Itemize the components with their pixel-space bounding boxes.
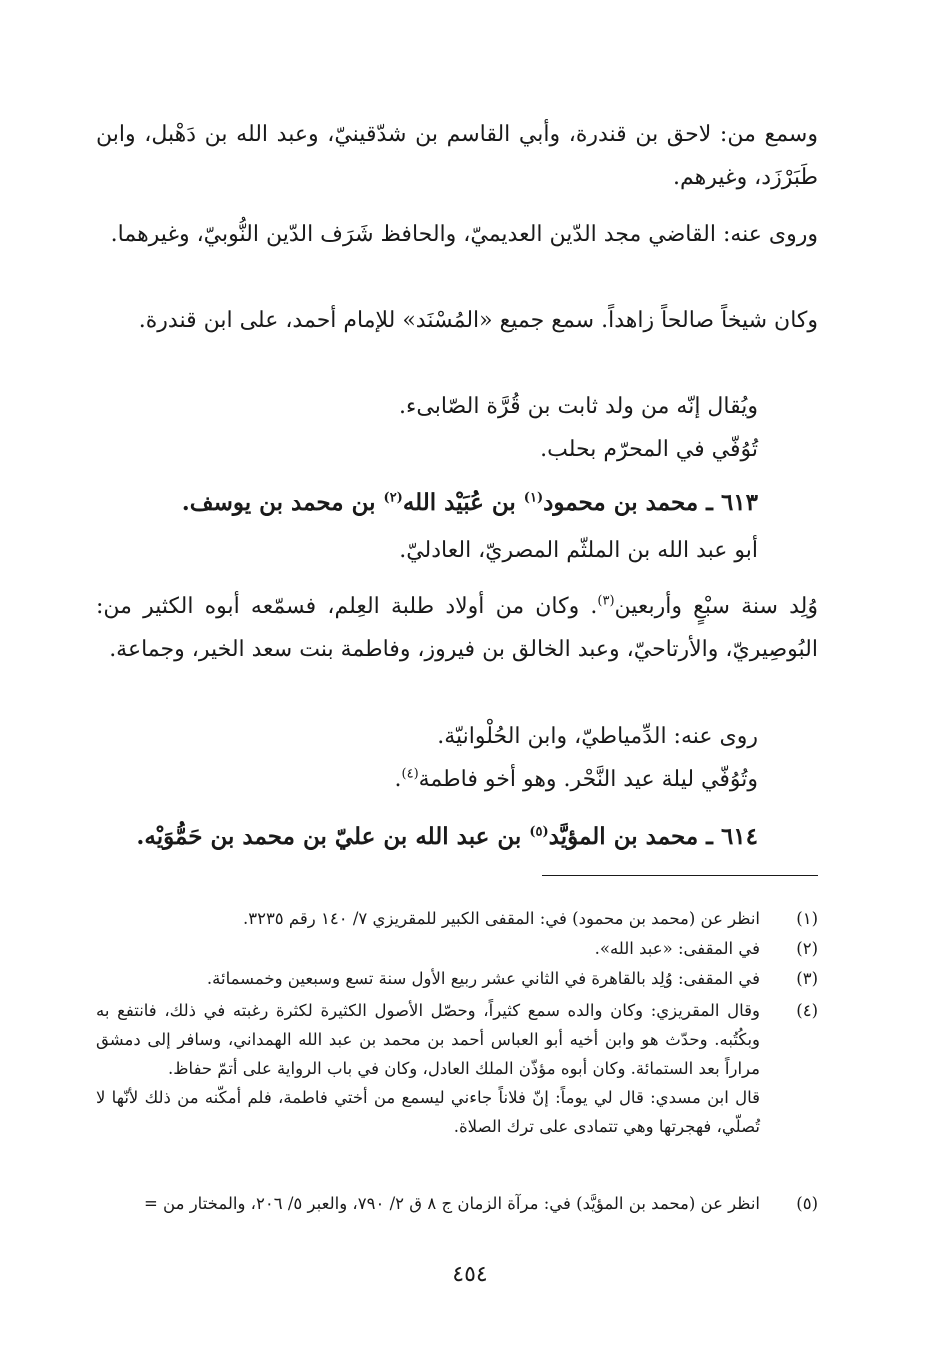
footnote-number: (٢) (796, 939, 818, 958)
paragraph-birth (96, 585, 818, 671)
birth-text: وُلِد سنة سبْعٍ وأربعين (614, 594, 818, 619)
entry-614-name-part1: محمد بن المؤيَّد (548, 823, 699, 850)
footnote-number: (١) (796, 909, 818, 928)
footnote-number: (٥) (796, 1194, 818, 1213)
footnote-text: في المقفى: «عبد الله». (594, 939, 760, 958)
footnote-number: (٤) (796, 1001, 818, 1020)
entry-613-name-part1: محمد بن محمود (543, 489, 699, 516)
footnote-ref-1[interactable]: (١) (523, 490, 544, 506)
entry-613-name-part3: بن محمد بن يوسف. (181, 489, 376, 516)
footnote-separator (542, 875, 818, 876)
death-text: وتُوُفّي ليلة عيد النَّحْر. وهو أخو فاطمة (418, 767, 758, 792)
entry-613-name-part2: بن عُبَيْد الله (402, 489, 516, 516)
paragraph-heard-from: وسمع من: لاحق بن قندرة، وأبي القاسم بن شدّقينيّ، وعبد الله بن دَهْبل، وابن طَبَرْزَد، وغيرهم. (96, 122, 818, 190)
footnote-3 (96, 964, 818, 993)
death-end: . (394, 767, 402, 792)
footnote-text: انظر عن (محمد بن محمود) في: المقفى الكبير للمقريزي ٧/ ١٤٠ رقم ٣٢٣٥. (242, 909, 760, 928)
paragraph-character: وكان شيخاً صالحاً زاهداً. سمع جميع «المُسْنَد» للإمام أحمد، على ابن قندرة. (138, 308, 818, 333)
footnote-text: في المقفى: وُلِد بالقاهرة في الثاني عشر ربيع الأول سنة تسع وسبعين وخمسمائة. (206, 969, 760, 988)
footnote-continuation: قال ابن مسدي: قال لي يوماً: إنّ فلاناً جاءني ليسمع من أختي فاطمة، فلم أمكّنه من ذلك لأنّها لا تُصلّي، فهجرتها وهي تتمادى على ترك الصلاة. (96, 1088, 760, 1136)
footnote-number: (٣) (796, 969, 818, 988)
footnote-1 (96, 904, 818, 933)
entry-614-number: ٦١٤ (720, 823, 758, 850)
paragraph-narrated-613: روى عنه: الدِّمياطيّ، وابن الحُلْوانيّة. (437, 724, 758, 749)
footnote-ref-4[interactable]: (٤) (401, 766, 419, 782)
footnote-ref-2[interactable]: (٢) (383, 490, 403, 506)
paragraph-lineage: ويُقال إنّه من ولد ثابت بن قُرَّة الصّابىء. (399, 394, 758, 419)
footnote-text: انظر عن (محمد بن المؤيَّد) في: مرآة الزمان ج ٨ ق ٢/ ٧٩٠، والعبر ٥/ ٢٠٦، والمختار من = (143, 1194, 760, 1213)
heading-dash: ـ (706, 489, 713, 516)
entry-613-number: ٦١٣ (720, 489, 758, 516)
entry-613-heading (58, 481, 758, 524)
paragraph-death-613 (96, 758, 758, 801)
page-number: ٤٥٤ (452, 1262, 488, 1287)
heading-dash: ـ (706, 823, 713, 850)
footnote-text: وقال المقريزي: وكان والده سمع كثيراً، وحصّل الأصول الكثيرة لكثرة رغبته في ذلك، فانتفع به وبكُتُبه. وحدّث هو وابن أخيه أبو العباس أحمد بن محمد بن عبد الله الهمداني، وسافر إلى دمشق مراراً بعد الستمائة. وكان أبوه مؤذّن الملك العادل، وكان في باب الرواية على أتمّ حفاظ. (96, 1001, 760, 1078)
footnote-2 (96, 934, 818, 963)
paragraph-kunya: أبو عبد الله بن الملثّم المصريّ، العادليّ. (399, 538, 758, 563)
footnote-5 (96, 1189, 818, 1218)
footnote-ref-3[interactable]: (٣) (597, 593, 615, 609)
paragraph-death-612: تُوُفّي في المحرّم بحلب. (540, 437, 758, 462)
entry-614-name-part2: بن عبد الله بن عليّ بن محمد بن حَمُّوَيْه. (136, 823, 522, 850)
footnote-ref-5[interactable]: (٥) (529, 824, 549, 840)
paragraph-narrated-by: وروى عنه: القاضي مجد الدّين العديميّ، والحافظ شَرَف الدّين النُّوبيّ، وغيرهما. (110, 222, 818, 247)
birth-continuation: . وكان من أولاد طلبة العِلم، فسمّعه أبوه الكثير من: البُوصِيريّ، والأرتاحيّ، وعبد الخالق بن فيروز، وفاطمة بنت سعد الخير، وجماعة. (96, 594, 818, 662)
entry-614-heading (58, 815, 758, 858)
footnote-4 (96, 996, 818, 1141)
